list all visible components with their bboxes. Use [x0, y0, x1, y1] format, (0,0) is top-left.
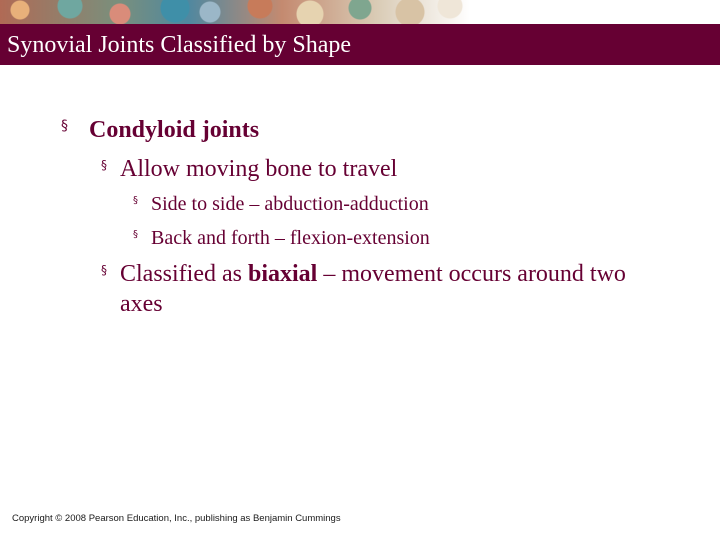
- point-classified-suffix: – movement occurs around two axes: [120, 261, 626, 317]
- bullet-icon: §: [133, 195, 138, 206]
- bullet-icon: §: [101, 263, 107, 277]
- title-bar: [0, 24, 720, 65]
- copyright-footer: Copyright © 2008 Pearson Education, Inc., publishing as Benjamin Cummings: [12, 513, 341, 524]
- subpoint-side-to-side: Side to side – abduction-adduction: [151, 193, 429, 215]
- subpoint-back-and-forth: Back and forth – flexion-extension: [151, 227, 430, 249]
- bullet-icon: §: [133, 229, 138, 240]
- bullet-icon: §: [61, 118, 68, 134]
- slide-title: Synovial Joints Classified by Shape: [7, 32, 351, 58]
- biaxial-term: biaxial: [247, 261, 318, 287]
- point-classified-prefix: Classified as: [120, 261, 248, 287]
- point-classified-biaxial: [120, 259, 660, 319]
- heading-condyloid-joints: Condyloid joints: [89, 117, 260, 143]
- bullet-icon: §: [101, 158, 107, 172]
- point-allow-moving: Allow moving bone to travel: [120, 156, 398, 182]
